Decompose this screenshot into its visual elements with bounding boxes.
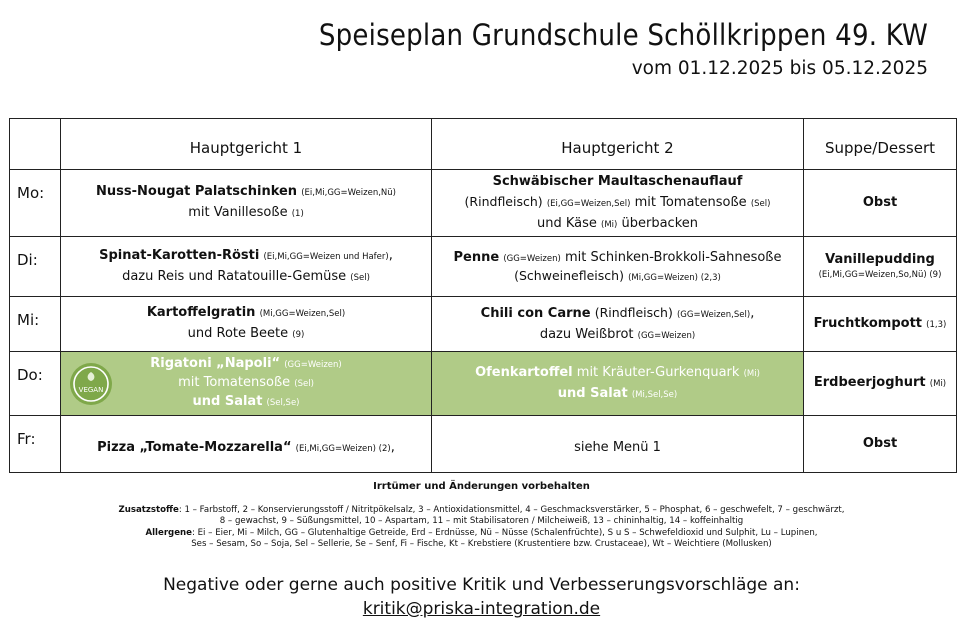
- dish-name: Nuss-Nougat Palatschinken: [96, 184, 298, 199]
- dish-side: dazu Weißbrot: [539, 326, 634, 342]
- additives: (1,3): [926, 319, 947, 330]
- allergens-label: Allergene: [145, 527, 192, 538]
- dish-name: Penne: [453, 250, 500, 265]
- meat-type: (Rindfleisch): [464, 193, 543, 209]
- allergens: (Mi): [601, 219, 618, 230]
- date-range: vom 01.12.2025 bis 05.12.2025: [631, 58, 928, 79]
- dessert-name: Obst: [862, 436, 898, 451]
- dish-side: mit Vanillesoße: [188, 205, 288, 220]
- dish-side: mit Schinken-Brokkoli-Sahnesoße: [564, 250, 782, 265]
- allergens: (Mi,Sel,Se): [631, 389, 678, 400]
- dish-side: und Salat: [192, 394, 263, 409]
- allergens: (GG=Weizen): [503, 254, 561, 264]
- dessert: [804, 170, 957, 237]
- additives-label: Zusatzstoffe: [118, 505, 179, 515]
- dish-side: und Salat: [557, 385, 628, 401]
- dish-side: mit Tomatensoße: [178, 375, 291, 390]
- additives-text: 8 – gewachst, 9 – Süßungsmittel, 10 – Aspartam, 11 – mit Stabilisatoren / Milcheiweiß, 13 – chininhaltig, 14 – koffeinhaltig: [219, 516, 744, 527]
- allergens: (Mi,GG=Weizen,Sel): [259, 309, 346, 319]
- main-dish-2: [432, 170, 804, 237]
- disclaimer: Irrtümer und Änderungen vorbehalten: [373, 481, 590, 492]
- table-row-monday: [10, 170, 957, 237]
- main-dish-1: [61, 237, 432, 297]
- dish-name: Kartoffelgratin: [146, 305, 256, 320]
- vegan-badge-icon: [69, 362, 113, 406]
- dish-name: Ofenkartoffel: [475, 364, 573, 380]
- dish-name: Spinat-Karotten-Rösti: [99, 247, 260, 263]
- dish-reference: siehe Menü 1: [574, 440, 661, 455]
- additives: (1): [291, 209, 304, 219]
- dessert: [804, 352, 957, 416]
- allergens: (GG=Weizen): [284, 360, 342, 370]
- main-dish-1: [61, 297, 432, 352]
- table-row-wednesday: [10, 297, 957, 352]
- main-dish-2: [432, 352, 804, 416]
- allergens: (GG=Weizen,Sel): [676, 309, 751, 320]
- allergens: (Ei,Mi,GG=Weizen,So,Nü) (9): [818, 270, 942, 280]
- feedback-text: Negative oder gerne auch positive Kritik und Verbesserungsvorschläge an:: [163, 575, 800, 595]
- dish-name: Rigatoni „Napoli“: [150, 356, 281, 371]
- day-label: Mo:: [10, 170, 61, 237]
- additives: (9): [292, 330, 305, 340]
- dessert: [804, 237, 957, 297]
- allergens: (Ei,Mi,GG=Weizen) (2): [295, 443, 391, 454]
- allergens-text: Ses – Sesam, So – Soja, Sel – Sellerie, Se – Senf, Fi – Fische, Kt – Krebstiere (Krustentiere bzw. Crustaceae), Wt – Weichtiere (Mollusken): [191, 538, 772, 549]
- main-dish-2: [432, 297, 804, 352]
- day-label: Do:: [10, 352, 61, 416]
- header-dessert: Suppe/Dessert: [804, 119, 957, 170]
- main-dish-2: [432, 416, 804, 473]
- dish-side: überbacken: [621, 215, 699, 231]
- dessert-name: Obst: [862, 195, 898, 210]
- allergens: (Sel): [350, 272, 370, 283]
- punctuation: ,: [388, 247, 393, 263]
- dessert-name: Erdbeerjoghurt: [813, 375, 926, 390]
- dish-name: Pizza „Tomate-Mozzarella“: [97, 439, 292, 455]
- legend: [0, 505, 963, 550]
- allergens: (Sel,Se): [266, 398, 300, 408]
- dessert-name: Fruchtkompott: [813, 315, 923, 331]
- main-dish-1: [61, 352, 432, 416]
- header-day-cell: [10, 119, 61, 170]
- dish-name: Schwäbischer Maultaschenauflauf: [492, 173, 743, 189]
- allergens: (Sel): [750, 198, 771, 209]
- dish-name: Chili con Carne: [480, 305, 591, 321]
- allergens: (Mi): [929, 379, 947, 389]
- allergens: (Mi,GG=Weizen) (2,3): [628, 273, 721, 283]
- svg-text:VEGAN: VEGAN: [78, 385, 104, 394]
- day-label: Fr:: [10, 416, 61, 473]
- feedback: [0, 573, 963, 621]
- dessert: [804, 297, 957, 352]
- feedback-email-link[interactable]: kritik@priska-integration.de: [362, 599, 601, 619]
- table-row-thursday: [10, 352, 957, 416]
- punctuation: ,: [390, 439, 395, 455]
- dish-side: mit Kräuter-Gurkenquark: [576, 364, 740, 380]
- punctuation: ,: [750, 305, 755, 321]
- day-label: Mi:: [10, 297, 61, 352]
- day-label: Di:: [10, 237, 61, 297]
- allergens: (GG=Weizen): [637, 330, 696, 341]
- menu-table: [9, 118, 957, 473]
- meat-type: (Schweinefleisch): [514, 268, 624, 283]
- additives-text: : 1 – Farbstoff, 2 – Konservierungsstoff / Nitritpökelsalz, 3 – Antioxidationsmittel, 4 – Geschmacksverstärker, 5 – Phosphat, 6 – geschwefelt, 7 – geschwärzt,: [178, 505, 845, 515]
- dish-side: dazu Reis und Ratatouille-Gemüse: [122, 268, 347, 284]
- allergens-text: : Ei – Eier, Mi – Milch, GG – Glutenhaltige Getreide, Erd – Erdnüsse, Nü – Nüsse (Schalenfrüchte), S u S – Schwefeldioxid und Sulphit, Lu – Lupinen,: [192, 527, 818, 538]
- table-header-row: [10, 119, 957, 170]
- allergens: (Mi): [743, 368, 760, 379]
- dish-side: und Rote Beete: [187, 326, 289, 341]
- main-dish-1: [61, 170, 432, 237]
- main-dish-2: [432, 237, 804, 297]
- table-row-tuesday: [10, 237, 957, 297]
- allergens: (Ei,GG=Weizen,Sel): [546, 198, 631, 209]
- allergens: (Sel): [294, 379, 314, 389]
- allergens: (Ei,Mi,GG=Weizen,Nü): [301, 188, 396, 198]
- dish-side: und Käse: [536, 215, 597, 231]
- page-title: Speiseplan Grundschule Schöllkrippen 49. KW: [318, 18, 928, 52]
- dish-side: mit Tomatensoße: [634, 194, 747, 210]
- header-main-1: Hauptgericht 1: [61, 119, 432, 170]
- header-main-2: Hauptgericht 2: [432, 119, 804, 170]
- main-dish-1: [61, 416, 432, 473]
- allergens: (Ei,Mi,GG=Weizen und Hafer): [263, 251, 389, 262]
- dessert-name: Vanillepudding: [825, 252, 935, 267]
- table-row-friday: [10, 416, 957, 473]
- meat-type: (Rindfleisch): [594, 304, 673, 320]
- dessert: [804, 416, 957, 473]
